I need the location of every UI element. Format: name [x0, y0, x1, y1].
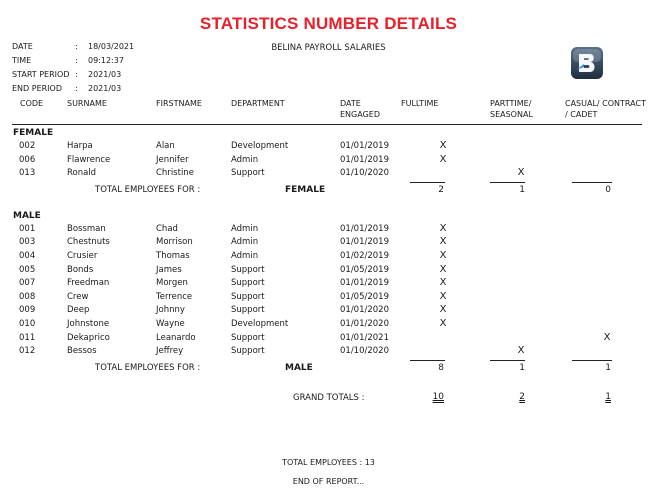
cell-code: 001	[19, 224, 36, 234]
cell-date-engaged: 01/05/2019	[340, 292, 389, 302]
cell-date-engaged: 01/02/2019	[340, 251, 389, 261]
subtotal-line	[410, 182, 445, 183]
cell-date-engaged: 01/01/2019	[340, 237, 389, 247]
cell-code: 013	[19, 168, 36, 178]
group-total-casual: 0	[605, 185, 611, 195]
cell-code: 008	[19, 292, 36, 302]
cell-surname: Ronald	[67, 168, 97, 178]
employment-mark: X	[439, 236, 447, 247]
cell-firstname: Johnny	[156, 305, 185, 315]
cell-department: Support	[231, 278, 265, 288]
employment-mark: X	[439, 223, 447, 234]
col-surname: SURNAME	[67, 99, 107, 108]
employment-mark: X	[439, 140, 447, 151]
cell-code: 009	[19, 305, 36, 315]
cell-code: 003	[19, 237, 36, 247]
end-of-report: END OF REPORT...	[292, 477, 365, 486]
cell-surname: Dekaprico	[67, 333, 110, 343]
cell-code: 007	[19, 278, 36, 288]
meta-value: 2021/03	[88, 84, 122, 93]
cell-code: 012	[19, 346, 36, 356]
meta-label: TIME	[12, 56, 32, 65]
cell-surname: Bonds	[67, 265, 94, 275]
col-casual	[565, 98, 646, 120]
col-date-engaged	[340, 98, 380, 120]
cell-surname: Johnstone	[67, 319, 110, 329]
employment-mark: X	[517, 167, 525, 178]
grand-total-fulltime: 10	[432, 392, 444, 402]
group-total-label: TOTAL EMPLOYEES FOR :	[95, 363, 201, 373]
group-total-name: FEMALE	[285, 185, 326, 195]
meta-value: 18/03/2021	[88, 42, 135, 51]
cell-firstname: Jeffrey	[156, 346, 184, 356]
group-total-fulltime: 2	[438, 185, 444, 195]
cell-firstname: Chad	[156, 224, 178, 234]
cell-code: 006	[19, 155, 36, 165]
belina-logo-icon	[570, 46, 604, 80]
col-date-engaged-line1: DATE	[340, 99, 361, 108]
cell-surname: Crusier	[67, 251, 98, 261]
cell-surname: Bessos	[67, 346, 97, 356]
cell-date-engaged: 01/01/2020	[340, 319, 389, 329]
report-title: STATISTICS NUMBER DETAILS	[199, 14, 458, 33]
cell-department: Support	[231, 346, 265, 356]
cell-code: 002	[19, 141, 36, 151]
cell-code: 004	[19, 251, 36, 261]
cell-date-engaged: 01/05/2019	[340, 265, 389, 275]
cell-department: Support	[231, 333, 265, 343]
company-name: BELINA PAYROLL SALARIES	[271, 43, 386, 53]
cell-department: Admin	[231, 251, 259, 261]
grand-totals-label: GRAND TOTALS :	[293, 393, 365, 403]
employment-mark: X	[439, 250, 447, 261]
cell-code: 010	[19, 319, 36, 329]
subtotal-line	[572, 360, 612, 361]
meta-label: START PERIOD	[12, 70, 70, 79]
employment-mark: X	[439, 154, 447, 165]
col-fulltime: FULLTIME	[401, 99, 439, 108]
subtotal-line	[490, 360, 525, 361]
cell-surname: Freedman	[67, 278, 110, 288]
group-heading: MALE	[13, 210, 41, 221]
meta-value: 2021/03	[88, 70, 122, 79]
col-date-engaged-line2: ENGAGED	[340, 110, 380, 119]
cell-department: Admin	[231, 224, 259, 234]
grand-total-casual: 1	[605, 392, 611, 402]
employment-mark: X	[439, 277, 447, 288]
cell-code: 011	[19, 333, 36, 343]
cell-firstname: James	[156, 265, 182, 275]
col-parttime-line2: SEASONAL	[490, 110, 533, 119]
cell-firstname: Terrence	[156, 292, 193, 302]
col-casual-line1: CASUAL/ CONTRACT	[565, 99, 646, 108]
cell-firstname: Wayne	[156, 319, 185, 329]
cell-department: Admin	[231, 155, 259, 165]
col-parttime-line1: PARTTIME/	[490, 99, 532, 108]
meta-colon: :	[75, 56, 78, 65]
cell-surname: Chestnuts	[67, 237, 110, 247]
group-total-parttime: 1	[519, 185, 525, 195]
cell-surname: Flawrence	[67, 155, 111, 165]
cell-department: Support	[231, 305, 265, 315]
subtotal-line	[490, 182, 525, 183]
meta-colon: :	[75, 42, 78, 51]
meta-colon: :	[75, 84, 78, 93]
header-rule	[12, 124, 642, 125]
cell-surname: Deep	[67, 305, 90, 315]
cell-date-engaged: 01/01/2021	[340, 333, 389, 343]
cell-code: 005	[19, 265, 36, 275]
cell-date-engaged: 01/10/2020	[340, 168, 389, 178]
cell-date-engaged: 01/10/2020	[340, 346, 389, 356]
employment-mark: X	[439, 264, 447, 275]
meta-colon: :	[75, 70, 78, 79]
group-total-casual: 1	[605, 363, 611, 373]
cell-firstname: Jennifer	[156, 155, 189, 165]
col-parttime	[490, 98, 533, 120]
meta-label: END PERIOD	[12, 84, 62, 93]
cell-date-engaged: 01/01/2019	[340, 155, 389, 165]
subtotal-line	[410, 360, 445, 361]
cell-department: Development	[231, 141, 289, 151]
cell-date-engaged: 01/01/2019	[340, 278, 389, 288]
employment-mark: X	[517, 345, 525, 356]
group-heading: FEMALE	[13, 128, 54, 138]
group-total-name: MALE	[285, 363, 313, 373]
cell-department: Admin	[231, 237, 259, 247]
group-total-label: TOTAL EMPLOYEES FOR :	[95, 185, 201, 195]
cell-date-engaged: 01/01/2019	[340, 141, 389, 151]
cell-surname: Harpa	[67, 141, 93, 151]
cell-department: Support	[231, 265, 265, 275]
total-employees: TOTAL EMPLOYEES : 13	[282, 458, 375, 467]
cell-firstname: Leanardo	[156, 333, 196, 343]
meta-value: 09:12:37	[88, 56, 124, 65]
cell-firstname: Morgen	[156, 278, 188, 288]
cell-firstname: Morrison	[156, 237, 193, 247]
cell-department: Development	[231, 319, 289, 329]
cell-firstname: Thomas	[156, 251, 190, 261]
group-total-parttime: 1	[519, 363, 525, 373]
meta-label: DATE	[12, 42, 33, 51]
cell-firstname: Alan	[156, 141, 175, 151]
col-code: CODE	[20, 99, 44, 108]
cell-surname: Bossman	[67, 224, 106, 234]
col-casual-line2: / CADET	[565, 110, 598, 119]
cell-department: Support	[231, 292, 265, 302]
col-department: DEPARTMENT	[231, 99, 285, 108]
col-firstname: FIRSTNAME	[156, 99, 202, 108]
grand-total-parttime: 2	[519, 392, 525, 402]
cell-department: Support	[231, 168, 265, 178]
employment-mark: X	[439, 318, 447, 329]
subtotal-line	[572, 182, 612, 183]
cell-surname: Crew	[67, 292, 89, 302]
cell-firstname: Christine	[156, 168, 194, 178]
employment-mark: X	[603, 332, 611, 343]
group-total-fulltime: 8	[438, 363, 444, 373]
employment-mark: X	[439, 291, 447, 302]
employment-mark: X	[439, 304, 447, 315]
cell-date-engaged: 01/01/2019	[340, 224, 389, 234]
cell-date-engaged: 01/01/2020	[340, 305, 389, 315]
